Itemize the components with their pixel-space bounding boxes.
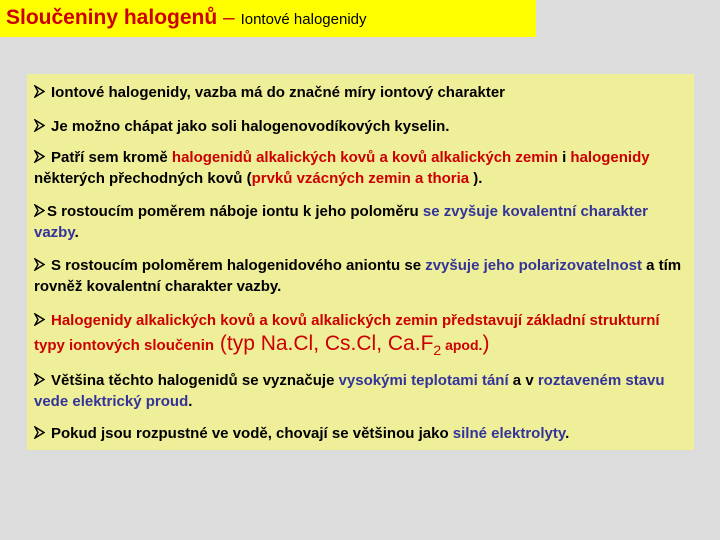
arrow-bullet-icon	[34, 116, 45, 137]
arrow-bullet-icon	[34, 82, 45, 103]
item-text: Je možno chápat jako soli halogenovodíkových kyselin.	[51, 118, 450, 135]
bullet-item	[34, 255, 690, 297]
highlight-blue: roztaveném stavu vede elektrický proud	[34, 372, 665, 410]
content-panel	[27, 74, 694, 450]
arrow-bullet-icon	[34, 255, 45, 276]
title-bar	[0, 0, 536, 37]
highlight-blue: silné elektrolyty	[452, 425, 566, 442]
highlight-red: Halogenidy alkalických kovů a kovů alkalických zemin představují základní strukturní typy iontových sloučenin	[34, 312, 660, 354]
highlight-blue: vysokými teplotami tání	[338, 372, 509, 389]
highlight-red: halogenidy	[570, 149, 650, 166]
item-text: S rostoucím poloměrem halogenidového aniontu se	[51, 257, 426, 274]
arrow-bullet-icon	[34, 309, 45, 332]
arrow-bullet-icon	[34, 423, 45, 444]
item-text: a tím rovněž kovalentní charakter vazby.	[34, 257, 682, 295]
item-text: Iontové halogenidy, vazba má do značné míry iontový charakter	[51, 84, 506, 101]
bullet-item	[34, 309, 690, 362]
bullet-item	[34, 116, 690, 137]
arrow-bullet-icon	[34, 370, 45, 391]
bullet-item	[34, 423, 690, 444]
item-text: Většina těchto halogenidů se vyznačuje	[51, 372, 339, 389]
formula-text	[214, 332, 490, 359]
item-text: .	[565, 425, 570, 442]
highlight-red: prvků vzácných zemin a thoria	[251, 170, 470, 187]
item-text: i	[557, 149, 571, 166]
item-text: .	[74, 224, 79, 241]
title-dash: –	[217, 6, 241, 29]
highlight-red: halogenidů alkalických kovů a kovů alkalických zemin	[171, 149, 558, 166]
item-text: S rostoucím poměrem náboje iontu k jeho poloměru	[47, 203, 423, 220]
highlight-blue: zvyšuje jeho polarizovatelnost	[425, 257, 642, 274]
item-text: Pokud jsou rozpustné ve vodě, chovají se většinou jako	[51, 425, 453, 442]
item-text: Patří sem kromě	[51, 149, 172, 166]
bullet-item	[34, 82, 690, 103]
item-text: ).	[469, 170, 483, 187]
formula-close: )	[482, 332, 490, 355]
formula-subscript: 2	[433, 342, 442, 359]
arrow-bullet-icon	[34, 201, 45, 222]
formula-note: apod.	[441, 337, 483, 353]
bullet-item	[34, 147, 690, 189]
bullet-item	[34, 201, 690, 243]
arrow-bullet-icon	[34, 147, 45, 168]
bullet-item	[34, 370, 690, 412]
item-text: a v	[508, 372, 538, 389]
item-text: .	[188, 393, 193, 410]
title-subtitle: Iontové halogenidy	[240, 11, 367, 28]
highlight-blue: se zvyšuje kovalentní charakter vazby	[34, 203, 649, 241]
formula-main: (typ Na.Cl, Cs.Cl, Ca.F	[214, 332, 434, 355]
title-main: Sloučeniny halogenů	[6, 6, 218, 29]
item-text: některých přechodných kovů (	[34, 170, 252, 187]
